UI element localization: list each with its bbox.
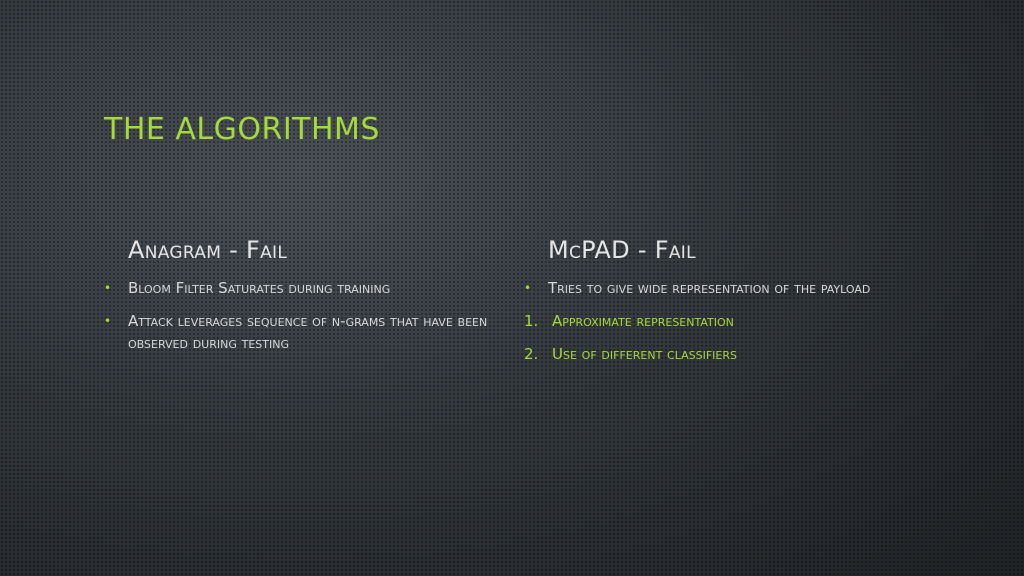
- right-column-heading: McPAD - Fail: [548, 236, 696, 264]
- right-bullet-list: [524, 277, 916, 365]
- numbered-item-text: Approximate representation: [552, 312, 734, 330]
- right-column: [524, 233, 916, 376]
- list-item-text: Tries to give wide representation of the payload: [548, 279, 871, 297]
- left-column: [104, 233, 496, 365]
- numbered-item: [524, 343, 916, 365]
- list-item: [104, 310, 496, 354]
- list-item: [524, 277, 916, 299]
- item-number: 1.: [524, 312, 539, 330]
- numbered-item: [524, 310, 916, 332]
- left-column-heading: Anagram - Fail: [128, 236, 288, 264]
- list-item: [104, 277, 496, 299]
- bullet-dot-icon: •: [104, 281, 112, 295]
- list-item-text: Bloom Filter Saturates during training: [128, 279, 391, 297]
- slide-title: THE ALGORITHMS: [104, 112, 380, 147]
- list-item-text: Attack leverages sequence of n-grams that have been observed during testing: [128, 312, 488, 352]
- item-number: 2.: [524, 345, 539, 363]
- bullet-dot-icon: •: [104, 314, 112, 328]
- bullet-dot-icon: •: [524, 281, 532, 295]
- numbered-item-text: Use of different classifiers: [552, 345, 738, 363]
- left-bullet-list: [104, 277, 496, 354]
